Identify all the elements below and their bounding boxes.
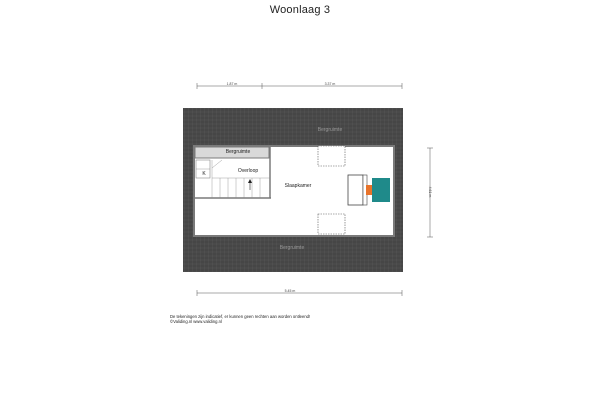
disclaimer-line-1: De tekeningen zijn indicatief, er kunnen geen rechten aan worden ontleend! xyxy=(170,314,311,319)
room-label-bergruimte-top: Bergruimte xyxy=(317,127,343,133)
dimension-bottom: 5.45 m xyxy=(284,289,296,293)
skylight-bottom xyxy=(318,214,345,234)
dimension-right: 4.61 m xyxy=(428,186,432,198)
room-label-bergruimte-left: Bergruimte xyxy=(225,149,251,155)
disclaimer xyxy=(170,314,450,324)
skylight-top xyxy=(318,146,345,166)
page-title: Woonlaag 3 xyxy=(269,4,331,16)
room-label-slaapkamer: Slaapkamer xyxy=(284,183,312,189)
roof-bottom xyxy=(183,234,403,272)
dimension-top-right: 3.37 m xyxy=(324,82,336,86)
dimension-top-left: 1.87 m xyxy=(226,82,238,86)
roof-top xyxy=(183,108,403,148)
room-label-bergruimte-bottom: Bergruimte xyxy=(279,245,305,251)
room-label-k: K xyxy=(202,171,206,177)
room-label-overloop: Overloop xyxy=(237,168,259,174)
disclaimer-line-2: ©Validing.nl www.validing.nl xyxy=(170,319,222,325)
